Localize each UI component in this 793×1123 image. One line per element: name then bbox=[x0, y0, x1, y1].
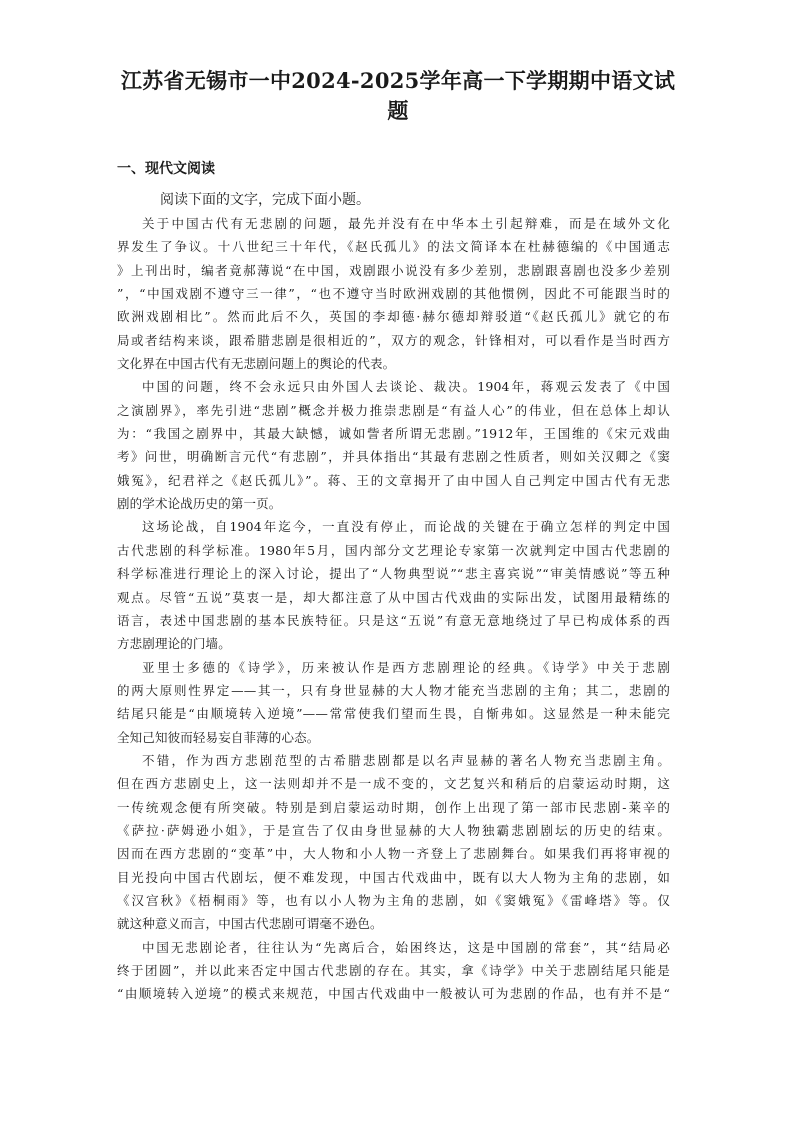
passage-paragraph bbox=[117, 515, 670, 655]
paragraph-line: 的两大原则性界定——其一，只有身世显赫的大人物才能充当悲剧的主角；其二，悲剧的 bbox=[117, 682, 670, 698]
document-title: 江苏省无锡市一中2024-2025学年高一下学期期中语文试题 bbox=[120, 68, 676, 123]
paragraph-line: 因而在西方悲剧的“变革”中，大人物和小人物一齐登上了悲剧舞台。如果我们再将审视的 bbox=[117, 846, 670, 862]
paragraph-line: 中国的问题，终不会永远只由外国人去谈论、裁决。1904年，蒋观云发表了《中国 bbox=[142, 379, 670, 395]
paragraph-line: 科学标准进行理论上的深入讨论，提出了“人物典型说”“悲主喜宾说”“审美情感说”等五种 bbox=[117, 566, 670, 582]
paragraph-line: “由顺境转入逆境”的模式来规范，中国古代戏曲中一般被认可为悲剧的作品，也有并不是“ bbox=[117, 986, 670, 1002]
section-heading: 一、现代文阅读 bbox=[117, 161, 215, 177]
paragraph-line: ”，“中国戏剧不遵守三一律”，“也不遵守当时欧洲戏剧的其他惯例，因此不可能跟当时的 bbox=[117, 286, 670, 302]
paragraph-line: 不错，作为西方悲剧范型的古希腊悲剧都是以名声显赫的著名人物充当悲剧主角。 bbox=[142, 752, 670, 768]
passage-paragraph bbox=[117, 936, 670, 1006]
paragraph-line: 一传统观念便有所突破。特别是到启蒙运动时期，创作上出现了第一部市民悲剧-莱辛的 bbox=[117, 799, 670, 815]
paragraph-line: 就这种意义而言，中国古代悲剧可谓毫不逊色。 bbox=[117, 916, 383, 932]
paragraph-line: 关于中国古代有无悲剧的问题，最先并没有在中华本土引起辩难，而是在域外文化 bbox=[142, 216, 670, 231]
passage-paragraph bbox=[117, 375, 670, 515]
paragraph-line: 语言，表述中国悲剧的基本民族特征。只是这“五说”有意无意地绕过了早已构成体系的西 bbox=[117, 612, 670, 628]
passage-paragraph bbox=[117, 656, 670, 749]
paragraph-line: 但在西方悲剧史上，这一法则却并不是一成不变的，文艺复兴和稍后的启蒙运动时期，这 bbox=[117, 776, 670, 792]
paragraph-line: 亚里士多德的《诗学》，历来被认作是西方悲剧理论的经典。《诗学》中关于悲剧 bbox=[142, 659, 670, 675]
paragraph-line: 方悲剧理论的门墙。 bbox=[117, 636, 231, 652]
paragraph-line: 为：“我国之剧界中，其最大缺憾，诚如訾者所谓无悲剧。”1912年，王国维的《宋元戏曲 bbox=[117, 426, 670, 442]
paragraph-line: 终于团圆”，并以此来否定中国古代悲剧的存在。其实，拿《诗学》中关于悲剧结尾只能是 bbox=[117, 963, 670, 978]
paragraph-line: 欧洲戏剧相比”。然而此后不久，英国的李却德·赫尔德却辩驳道“《赵氏孤儿》就它的布 bbox=[117, 309, 670, 325]
paragraph-line: 目光投向中国古代剧坛，便不难发现，中国古代戏曲中，既有以大人物为主角的悲剧，如 bbox=[117, 869, 670, 885]
paragraph-line: 《汉宫秋》《梧桐雨》等，也有以小人物为主角的悲剧，如《窦娥冤》《雷峰塔》等。仅 bbox=[117, 892, 670, 908]
paragraph-line: 结尾只能是“由顺境转入逆境”——常常使我们望而生畏，自惭弗如。这显然是一种未能完 bbox=[117, 706, 670, 722]
paragraph-line: 这场论战，自1904年迄今，一直没有停止，而论战的关键在于确立怎样的判定中国 bbox=[142, 519, 670, 535]
paragraph-line: 《萨拉·萨姆逊小姐》，于是宣告了仅由身世显赫的大人物独霸悲剧剧坛的历史的结束。 bbox=[117, 822, 670, 838]
paragraph-line: 界发生了争议。十八世纪三十年代，《赵氏孤儿》的法文简译本在杜赫德编的《中国通志 bbox=[117, 239, 670, 255]
paragraph-line: 古代悲剧的科学标准。1980年5月，国内部分文艺理论专家第一次就判定中国古代悲剧的 bbox=[117, 542, 670, 558]
paragraph-line: 娥冤》，纪君祥之《赵氏孤儿》”。蒋、王的文章揭开了由中国人自己判定中国古代有无悲 bbox=[117, 472, 670, 488]
passage-body bbox=[117, 212, 670, 1006]
paragraph-line: 》上刊出时，编者竟郝薄说“在中国，戏剧跟小说没有多少差别，悲剧跟喜剧也没多少差别 bbox=[117, 262, 670, 278]
paragraph-line: 中国无悲剧论者，往往认为“先离后合，始困终达，这是中国剧的常套”，其“结局必 bbox=[142, 939, 670, 955]
paragraph-line: 剧的学术论战历史的第一页。 bbox=[117, 496, 282, 512]
paragraph-line: 观点。尽管“五说”莫衷一是，却大都注意了从中国古代戏曲的实际出发，试图用最精练的 bbox=[117, 589, 670, 605]
paragraph-line: 之演剧界》，率先引进“悲剧”概念并极力推崇悲剧是“有益人心”的伟业，但在总体上却认 bbox=[117, 402, 670, 418]
reading-instruction: 阅读下面的文字，完成下面小题。 bbox=[160, 192, 370, 208]
paragraph-line: 考》问世，明确断言元代“有悲剧”，并具体指出“其最有悲剧之性质者，则如关汉卿之《窦 bbox=[117, 449, 670, 465]
paragraph-line: 文化界在中国古代有无悲剧问题上的舆论的代表。 bbox=[117, 356, 396, 372]
paragraph-line: 局或者结构来谈，跟希腊悲剧是很相近的”，双方的观念，针锋相对，可以看作是当时西方 bbox=[117, 332, 670, 348]
paragraph-line: 全知己知彼而轻易妄自菲薄的心态。 bbox=[117, 729, 320, 745]
passage-paragraph bbox=[117, 212, 670, 375]
passage-paragraph bbox=[117, 749, 670, 936]
